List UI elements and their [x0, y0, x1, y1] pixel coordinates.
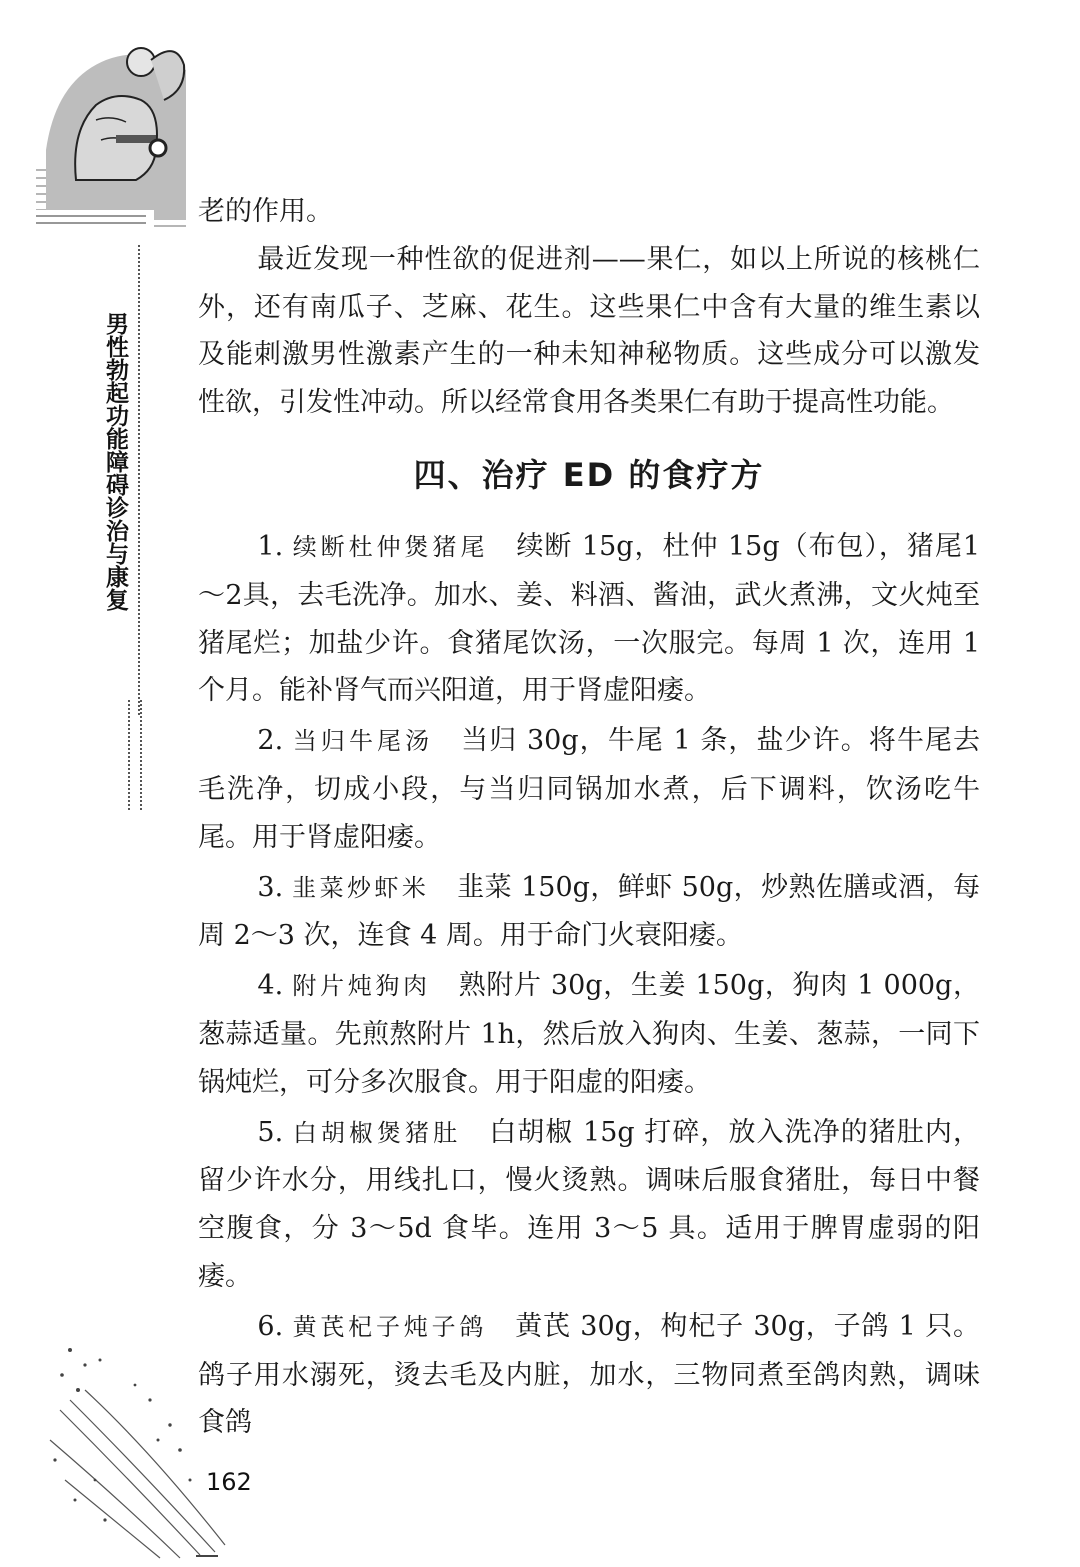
recipe-item [198, 523, 980, 715]
margin-dotted-line [140, 700, 142, 810]
paragraph: 最近发现一种性欲的促进剂——果仁，如以上所说的核桃仁外，还有南瓜子、芝麻、花生。这些果仁中含有大量的维生素以及能刺激男性激素产生的一种未知神秘物质。这些成分可以激发性欲，引发性冲动。所以经常食用各类果仁有助于提高性功能。 [198, 243, 980, 419]
bodybuilder-illustration [36, 20, 206, 270]
recipe-item [198, 1109, 980, 1301]
recipe-title: 续断杜仲煲猪尾 [292, 532, 489, 561]
recipe-title: 附片炖狗肉 [292, 972, 431, 1001]
recipe-title: 当归牛尾汤 [292, 727, 434, 756]
margin-dotted-line [128, 700, 130, 810]
page-number: 162 [206, 1468, 252, 1496]
recipe-item [198, 864, 980, 961]
recipe-text: 韭菜 150g，鲜虾 50g，炒熟佐膳或酒，每周 2～3 次，连食 4 周。用于命门火衰阳痿。 [198, 871, 981, 952]
recipe-number: 3. [257, 871, 284, 903]
recipe-item [198, 1303, 980, 1447]
section-heading: 四、治疗 ED 的食疗方 [413, 455, 765, 494]
recipe-title: 黄芪杞子炖子鸽 [292, 1312, 488, 1341]
recipe-text: 当归 30g，牛尾 1 条，盐少许。将牛尾去毛洗净，切成小段，与当归同锅加水煮，后下调料，饮汤吃牛尾。用于肾虚阳痿。 [198, 725, 980, 853]
running-book-title: 男性勃起功能障碍诊治与康复 [102, 312, 128, 611]
recipe-number: 1. [257, 530, 284, 562]
recipe-title: 韭菜炒虾米 [292, 873, 430, 902]
recipe-text: 白胡椒 15g 打碎，放入洗净的猪肚内，留少许水分，用线扎口，慢火烫熟。调味后服食猪肚，每日中餐空腹食，分 3～5d 食毕。连用 3～5 具。适用于脾胃虚弱的阳痿。 [198, 1116, 980, 1292]
paragraph: 老的作用。 [198, 196, 333, 227]
footer-rule [196, 1555, 218, 1557]
page-body [198, 188, 980, 1447]
recipe-text: 黄芪 30g，枸杞子 30g，子鸽 1 只。鸽子用水溺死，烫去毛及内脏，加水，三物同煮至鸽肉熟，调味食鸽 [198, 1310, 981, 1439]
recipe-number: 5. [257, 1116, 284, 1148]
recipe-item [198, 717, 980, 861]
recipe-number: 6. [257, 1310, 284, 1342]
margin-dotted-line [138, 245, 140, 715]
recipe-text: 熟附片 30g，生姜 150g，狗肉 1 000g，葱蒜适量。先煎熬附片 1h，然后放入狗肉、生姜、葱蒜，一同下锅炖烂，可分多次服食。用于阳虚的阳痿。 [198, 970, 980, 1098]
recipe-item [198, 962, 980, 1106]
recipe-number: 4. [257, 970, 284, 1002]
recipe-text: 续断 15g，杜仲 15g（布包），猪尾1～2具，去毛洗净。加水、姜、料酒、酱油，武火煮沸，文火炖至猪尾烂；加盐少许。食猪尾饮汤，一次服完。每周 1 次，连用 1 个月。能补肾气而兴阳道，用于肾虚阳痿。 [198, 530, 980, 707]
recipe-number: 2. [257, 725, 284, 757]
recipe-title: 白胡椒煲猪肚 [292, 1118, 462, 1147]
decorative-spray-ornament [40, 1330, 230, 1560]
